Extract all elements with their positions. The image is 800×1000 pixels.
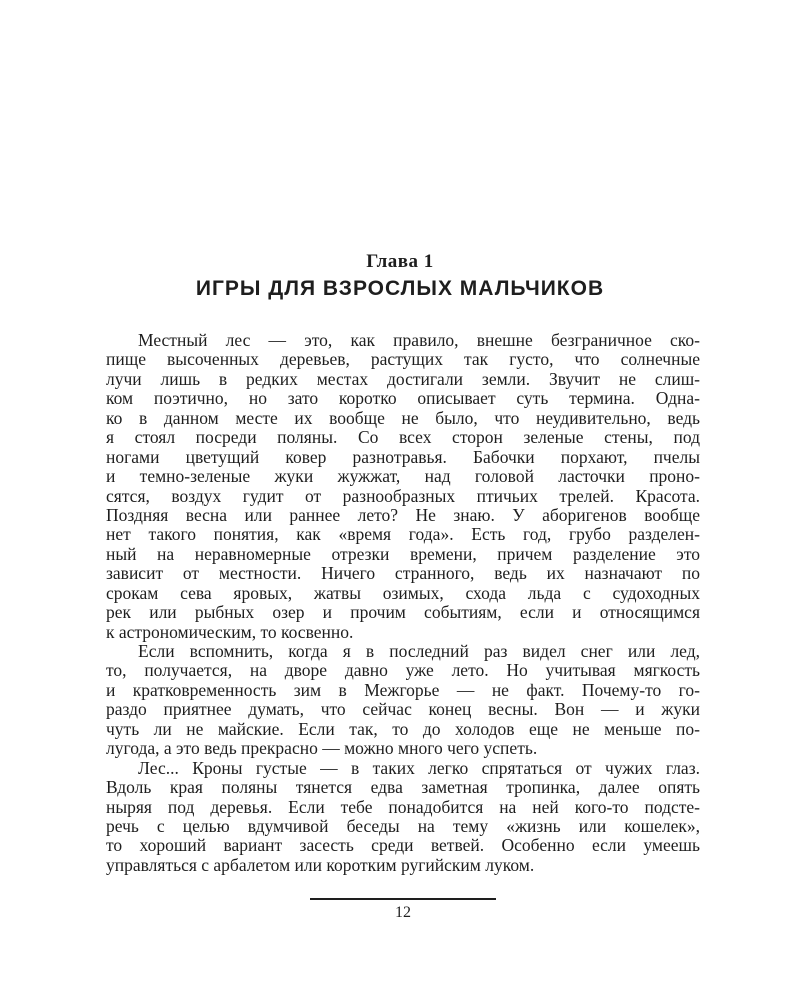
text-line: я стоял посреди поляны. Со всех сторон зеленые стены, под	[106, 428, 700, 448]
text-line: и кратковременность зим в Межгорье — не факт. Почему-то го-	[106, 680, 700, 700]
text-line: пище высоченных деревьев, растущих так густо, что солнечные	[106, 350, 700, 370]
text-line: Если вспомнить, когда я в последний раз видел снег или лед,	[138, 642, 700, 661]
paragraph	[106, 642, 700, 759]
text-line: лучи лишь в редких местах достигали земли. Звучит не слиш-	[106, 369, 700, 389]
chapter-name-title: ИГРЫ ДЛЯ ВЗРОСЛЫХ МАЛЬЧИКОВ	[195, 277, 605, 300]
chapter-number-title: Глава 1	[366, 251, 434, 272]
text-line: то, получается, на дворе давно уже лето. Но учитывая мягкость	[106, 661, 700, 681]
chapter-heading	[0, 251, 800, 301]
text-line: ногами цветущий ковер разнотравья. Бабочки порхают, пчелы	[106, 447, 700, 467]
text-line: ный на неравномерные отрезки времени, причем разделение это	[106, 544, 700, 564]
text-line: ко в данном месте их вообще не было, что неудивительно, ведь	[106, 408, 700, 428]
text-line: к астрономическим, то косвенно.	[106, 622, 354, 642]
body-text	[106, 331, 700, 875]
text-line: чуть ли не майские. Если так, то до холодов еще не меньше по-	[106, 719, 700, 739]
paragraph	[106, 759, 700, 876]
text-line: ныряя под деревья. Если тебе понадобится на ней кого-то подсте-	[106, 797, 700, 817]
page-number: 12	[395, 904, 411, 921]
text-line: Лес... Кроны густые — в таких легко спрятаться от чужих глаз.	[138, 758, 700, 778]
paragraph	[106, 331, 700, 642]
text-line: срокам сева яровых, жатвы озимых, схода льда с судоходных	[106, 583, 700, 603]
text-line: ком поэтично, но зато коротко описывает суть термина. Одна-	[106, 389, 700, 409]
text-line: рек или рыбных озер и прочим событиям, если и относящимся	[106, 603, 700, 623]
text-line: сятся, воздух гудит от разнообразных птичьих трелей. Красота.	[106, 486, 700, 506]
text-line: лугода, а это ведь прекрасно — можно много чего успеть.	[106, 739, 538, 759]
text-line: то хороший вариант засесть среди ветвей. Особенно если умеешь	[106, 836, 700, 856]
text-line: речь с целью вдумчивой беседы на тему «жизнь или кошелек»,	[106, 816, 700, 836]
text-line: нет такого понятия, как «время года». Есть год, грубо разделен-	[106, 525, 700, 545]
text-line: управляться с арбалетом или коротким ругийским луком.	[106, 855, 535, 875]
page-footer	[106, 898, 700, 922]
text-line: Местный лес — это, как правило, внешне безграничное ско-	[138, 331, 700, 350]
text-line: и темно-зеленые жуки жужжат, над головой ласточки проно-	[106, 467, 700, 487]
text-line: Поздняя весна или раннее лето? Не знаю. У аборигенов вообще	[106, 505, 700, 525]
text-line: зависит от местности. Ничего странного, ведь их назначают по	[106, 564, 700, 584]
footer-divider-rule	[310, 898, 496, 900]
text-line: Вдоль края поляны тянется едва заметная тропинка, далее опять	[106, 778, 700, 798]
text-line: раздо приятнее думать, что сейчас конец весны. Вон — и жуки	[106, 700, 700, 720]
